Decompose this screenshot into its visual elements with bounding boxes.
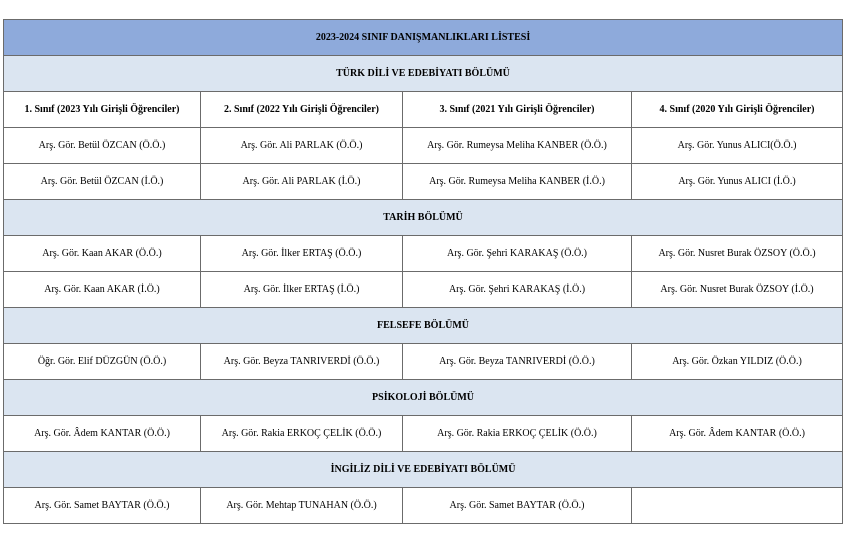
title-row — [4, 20, 843, 56]
department-name: TARİH BÖLÜMÜ — [4, 200, 843, 236]
advisor-cell: Arş. Gör. Nusret Burak ÖZSOY (Ö.Ö.) — [632, 236, 843, 272]
advisor-cell: Arş. Gör. Ali PARLAK (Ö.Ö.) — [201, 128, 403, 164]
advisor-row — [4, 416, 843, 452]
advisors-table — [3, 19, 843, 524]
advisor-cell: Arş. Gör. Yunus ALICI(Ö.Ö.) — [632, 128, 843, 164]
column-header-class-2: 2. Sınıf (2022 Yılı Girişli Öğrenciler) — [201, 92, 403, 128]
advisor-row — [4, 128, 843, 164]
advisor-cell: Arş. Gör. Samet BAYTAR (Ö.Ö.) — [403, 488, 632, 524]
department-name: TÜRK DİLİ VE EDEBİYATI BÖLÜMÜ — [4, 56, 843, 92]
advisor-row — [4, 344, 843, 380]
column-header-class-1: 1. Sınıf (2023 Yılı Girişli Öğrenciler) — [4, 92, 201, 128]
advisor-cell: Arş. Gör. İlker ERTAŞ (İ.Ö.) — [201, 272, 403, 308]
advisor-row — [4, 164, 843, 200]
advisor-cell: Arş. Gör. Ali PARLAK (İ.Ö.) — [201, 164, 403, 200]
advisor-cell: Arş. Gör. Yunus ALICI (İ.Ö.) — [632, 164, 843, 200]
advisor-cell: Arş. Gör. Betül ÖZCAN (Ö.Ö.) — [4, 128, 201, 164]
department-header-row — [4, 200, 843, 236]
page-title: 2023-2024 SINIF DANIŞMANLIKLARI LİSTESİ — [4, 20, 843, 56]
advisor-cell: Arş. Gör. Rakia ERKOÇ ÇELİK (Ö.Ö.) — [403, 416, 632, 452]
advisor-cell: Arş. Gör. Âdem KANTAR (Ö.Ö.) — [4, 416, 201, 452]
advisor-cell: Öğr. Gör. Elif DÜZGÜN (Ö.Ö.) — [4, 344, 201, 380]
advisor-cell: Arş. Gör. Samet BAYTAR (Ö.Ö.) — [4, 488, 201, 524]
department-name: FELSEFE BÖLÜMÜ — [4, 308, 843, 344]
advisor-cell: Arş. Gör. Beyza TANRIVERDİ (Ö.Ö.) — [403, 344, 632, 380]
advisor-cell: Arş. Gör. Mehtap TUNAHAN (Ö.Ö.) — [201, 488, 403, 524]
advisor-row — [4, 488, 843, 524]
advisor-cell: Arş. Gör. Şehri KARAKAŞ (Ö.Ö.) — [403, 236, 632, 272]
advisor-cell: Arş. Gör. Beyza TANRIVERDİ (Ö.Ö.) — [201, 344, 403, 380]
advisor-cell: Arş. Gör. Kaan AKAR (İ.Ö.) — [4, 272, 201, 308]
advisor-cell: Arş. Gör. Rumeysa Meliha KANBER (Ö.Ö.) — [403, 128, 632, 164]
advisor-cell: Arş. Gör. Özkan YILDIZ (Ö.Ö.) — [632, 344, 843, 380]
advisor-cell: Arş. Gör. Âdem KANTAR (Ö.Ö.) — [632, 416, 843, 452]
column-header-row — [4, 92, 843, 128]
column-header-class-3: 3. Sınıf (2021 Yılı Girişli Öğrenciler) — [403, 92, 632, 128]
department-name: İNGİLİZ DİLİ VE EDEBİYATI BÖLÜMÜ — [4, 452, 843, 488]
department-header-row — [4, 452, 843, 488]
advisor-cell: Arş. Gör. Kaan AKAR (Ö.Ö.) — [4, 236, 201, 272]
advisor-cell: Arş. Gör. Nusret Burak ÖZSOY (İ.Ö.) — [632, 272, 843, 308]
department-name: PSİKOLOJİ BÖLÜMÜ — [4, 380, 843, 416]
advisor-cell: Arş. Gör. Şehri KARAKAŞ (İ.Ö.) — [403, 272, 632, 308]
advisor-cell: Arş. Gör. İlker ERTAŞ (Ö.Ö.) — [201, 236, 403, 272]
advisor-cell: Arş. Gör. Rumeysa Meliha KANBER (İ.Ö.) — [403, 164, 632, 200]
department-header-row — [4, 308, 843, 344]
department-header-row — [4, 380, 843, 416]
department-header-row — [4, 56, 843, 92]
advisor-row — [4, 272, 843, 308]
advisor-cell: Arş. Gör. Rakia ERKOÇ ÇELİK (Ö.Ö.) — [201, 416, 403, 452]
advisor-cell: Arş. Gör. Betül ÖZCAN (İ.Ö.) — [4, 164, 201, 200]
advisor-cell — [632, 488, 843, 524]
advisor-row — [4, 236, 843, 272]
column-header-class-4: 4. Sınıf (2020 Yılı Girişli Öğrenciler) — [632, 92, 843, 128]
